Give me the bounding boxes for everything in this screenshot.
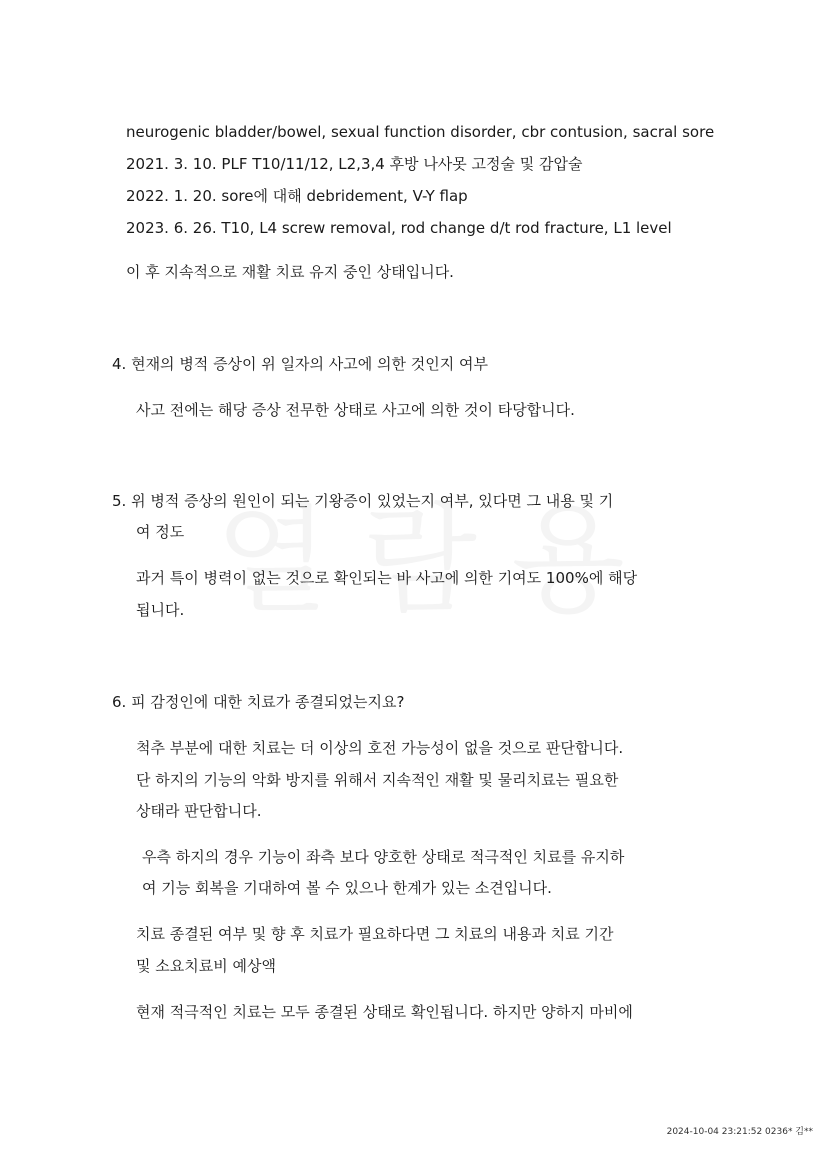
q6-para3-line-1: 치료 종결된 여부 및 향 후 치료가 필요하다면 그 치료의 내용과 치료 기간 [136,925,614,943]
print-timestamp: 2024-10-04 23:21:52 0236* 김** [666,1127,813,1137]
q5-answer-line-1: 과거 특이 병력이 없는 것으로 확인되는 바 사고에 의한 기여도 100%에 해당 [136,569,638,587]
q6-para4-line-1: 현재 적극적인 치료는 모두 종결된 상태로 확인됩니다. 하지만 양하지 마비에 [136,1003,633,1021]
q6-para1-line-1: 척추 부분에 대한 치료는 더 이상의 호전 가능성이 없을 것으로 판단합니다. [136,739,624,757]
q6-heading: 6. 피 감정인에 대한 치료가 종결되었는지요? [112,693,405,711]
watermark [215,495,659,625]
history-line-2: 2021. 3. 10. PLF T10/11/12, L2,3,4 후방 나사못 고정술 및 감압술 [126,155,583,173]
history-line-4: 2023. 6. 26. T10, L4 screw removal, rod change d/t rod fracture, L1 level [126,219,672,237]
q6-para2-line-2: 여 기능 회복을 기대하여 볼 수 있으나 한계가 있는 소견입니다. [142,879,552,897]
history-summary: 이 후 지속적으로 재활 치료 유지 중인 상태입니다. [126,263,454,281]
q5-heading-line-1: 5. 위 병적 증상의 원인이 되는 기왕증이 있었는지 여부, 있다면 그 내용 및 기 [112,492,614,510]
q6-para3-line-2: 및 소요치료비 예상액 [136,957,276,975]
q4-heading: 4. 현재의 병적 증상이 위 일자의 사고에 의한 것인지 여부 [112,355,489,373]
q6-para1-line-3: 상태라 판단합니다. [136,802,262,820]
q5-answer-line-2: 됩니다. [136,601,185,619]
q6-para2-line-1: 우측 하지의 경우 기능이 좌측 보다 양호한 상태로 적극적인 치료를 유지하 [142,848,625,866]
q6-para1-line-2: 단 하지의 기능의 악화 방지를 위해서 지속적인 재활 및 물리치료는 필요한 [136,771,619,789]
history-line-3: 2022. 1. 20. sore에 대해 debridement, V-Y flap [126,187,468,205]
history-line-1: neurogenic bladder/bowel, sexual function disorder, cbr contusion, sacral sore [126,123,715,141]
q4-answer: 사고 전에는 해당 증상 전무한 상태로 사고에 의한 것이 타당합니다. [136,401,575,419]
q5-heading-line-2: 여 정도 [136,523,185,541]
